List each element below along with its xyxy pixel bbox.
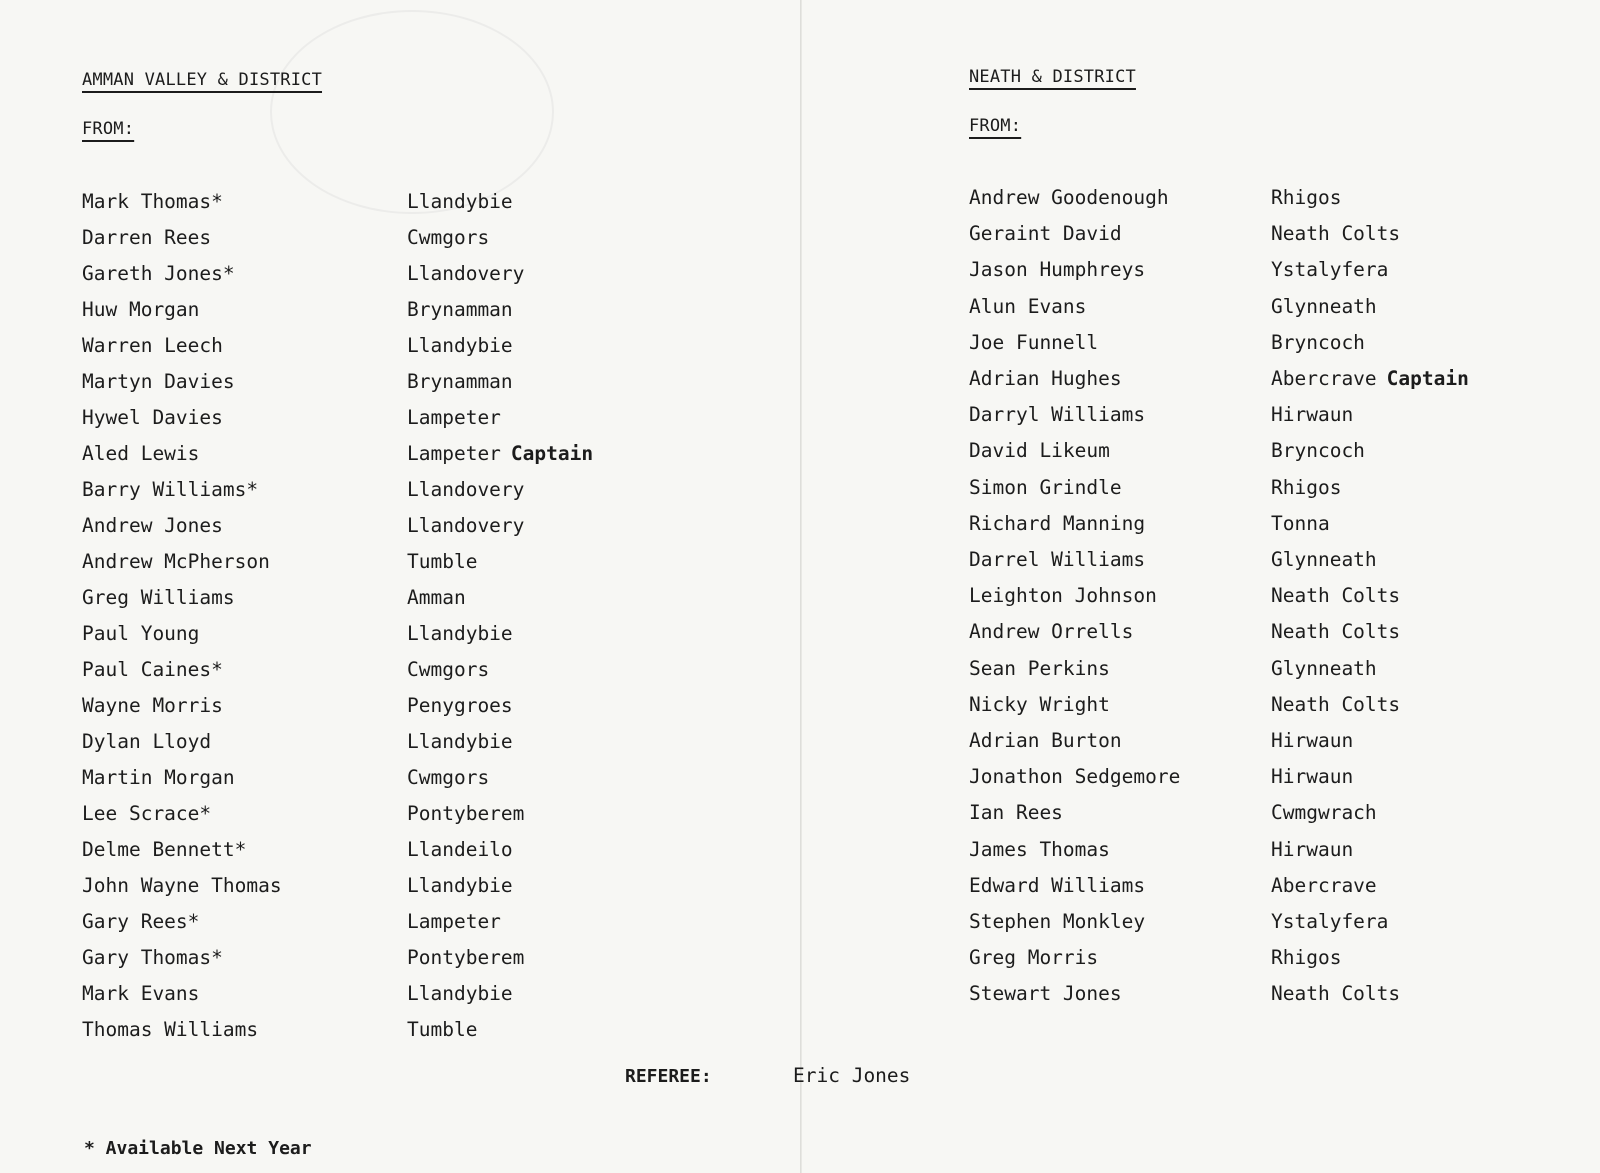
player-name: Ian Rees [969,801,1063,825]
captain-marker: Captain [1386,367,1469,390]
footnote: * Available Next Year [84,1138,312,1159]
player-club [407,1017,477,1043]
club-name: Llandybie [407,334,513,357]
player-club [407,657,489,683]
club-name: Llandybie [407,622,513,645]
club-name: Abercrave [1271,367,1377,390]
player-name: Andrew Orrells [969,620,1134,644]
player-name: Leighton Johnson [969,584,1157,608]
player-club [407,801,524,827]
player-club [407,297,513,323]
player-club [407,873,513,899]
player-name: Joe Funnell [969,330,1099,354]
club-name: Rhigos [1271,946,1342,970]
player-club [407,225,489,251]
club-name: Ystalyfera [1271,258,1389,282]
player-name: Nicky Wright [969,692,1110,716]
player-name: Jonathon Sedgemore [969,765,1181,789]
player-name: Simon Grindle [969,475,1122,499]
club-name: Bryncoch [1271,330,1365,354]
club-name: Rhigos [1271,475,1342,499]
club-name: Neath Colts [1271,222,1401,246]
player-club [1271,656,1377,682]
club-name: Glynneath [1271,548,1377,571]
club-name: Lampeter [407,442,501,465]
referee-name: Eric Jones [793,1064,911,1087]
club-name: Brynamman [407,298,513,321]
player-name: Mark Evans [82,982,200,1005]
club-name: Llandovery [407,262,525,285]
player-club [1271,800,1377,826]
player-club [407,837,513,863]
player-name: Paul Young [82,622,200,645]
player-club [407,513,524,539]
club-name: Pontyberem [407,946,525,969]
club-name: Tumble [407,550,478,573]
player-club [407,909,501,935]
player-name: Gareth Jones* [82,262,235,285]
player-club [1271,692,1400,718]
player-club [1271,981,1400,1007]
player-name: Barry Williams* [82,478,259,501]
player-name: Stewart Jones [969,982,1122,1006]
player-name: Darren Rees [82,226,212,249]
club-name: Llandybie [407,730,513,753]
player-name: Alun Evans [969,294,1087,318]
club-name: Ystalyfera [1271,910,1389,933]
club-name: Neath Colts [1271,982,1401,1006]
club-name: Llandovery [407,514,525,537]
club-name: Hirwaun [1271,765,1354,789]
player-club [1271,619,1400,645]
team-heading: AMMAN VALLEY & DISTRICT [82,70,323,90]
player-name: Dylan Lloyd [82,730,212,753]
player-name: Darrel Williams [969,548,1146,571]
player-name: Andrew McPherson [82,550,270,573]
player-club [407,729,513,755]
club-name: Bryncoch [1271,439,1365,463]
club-name: Cwmgors [407,226,490,249]
club-name: Hirwaun [1271,403,1354,427]
club-name: Glynneath [1271,294,1377,318]
player-club [1271,402,1353,428]
player-club [1271,873,1377,899]
player-club [407,945,524,971]
player-club [407,333,513,359]
player-club [1271,945,1341,971]
faded-stamp [270,10,554,214]
player-name: Gary Thomas* [82,946,223,969]
club-name: Neath Colts [1271,584,1401,608]
from-label: FROM: [82,119,135,139]
club-name: Brynamman [407,370,513,393]
player-club [407,765,489,791]
player-name: Sean Perkins [969,656,1110,680]
team-heading: NEATH & DISTRICT [969,67,1136,87]
player-name: Huw Morgan [82,298,200,321]
player-club [407,405,501,431]
club-name: Cwmgors [407,766,490,789]
club-name: Rhigos [1271,186,1342,209]
player-name: Adrian Burton [969,729,1122,752]
referee-label: REFEREE: [625,1066,712,1087]
club-name: Lampeter [407,910,501,933]
club-name: Llandovery [407,478,525,501]
player-name: Darryl Williams [969,403,1146,427]
club-name: Amman [407,586,466,609]
player-name: Adrian Hughes [969,367,1122,390]
player-club [1271,764,1353,790]
club-name: Pontyberem [407,802,525,825]
club-name: Tonna [1271,511,1330,535]
player-club [1271,185,1341,211]
player-name: Warren Leech [82,334,223,357]
club-name: Neath Colts [1271,620,1401,644]
player-name: Thomas Williams [82,1018,259,1041]
player-name: Delme Bennett* [82,838,247,861]
player-club [1271,909,1388,935]
player-name: Paul Caines* [82,658,223,681]
club-name: Hirwaun [1271,729,1354,752]
from-label: FROM: [969,116,1022,136]
player-club [407,585,466,611]
club-name: Abercrave [1271,873,1377,897]
player-club [1271,257,1388,283]
player-name: Richard Manning [969,511,1146,535]
player-name: Jason Humphreys [969,258,1146,282]
player-name: Greg Morris [969,946,1099,970]
player-name: Andrew Jones [82,514,223,537]
player-name: Wayne Morris [82,694,223,717]
player-club [1271,475,1341,501]
player-club [407,441,593,467]
club-name: Neath Colts [1271,692,1401,716]
player-name: Geraint David [969,222,1122,246]
player-club [407,477,524,503]
club-name: Glynneath [1271,656,1377,680]
player-club [1271,728,1353,754]
player-name: Mark Thomas* [82,190,223,213]
club-name: Llandybie [407,190,513,213]
player-name: Aled Lewis [82,442,200,465]
player-name: Greg Williams [82,586,235,609]
player-name: Martin Morgan [82,766,235,789]
player-club [407,369,513,395]
club-name: Hirwaun [1271,837,1354,861]
player-name: Andrew Goodenough [969,186,1169,209]
club-name: Penygroes [407,694,513,717]
player-name: Gary Rees* [82,910,200,933]
player-club [1271,294,1377,320]
player-club [407,549,477,575]
club-name: Llandeilo [407,838,513,861]
captain-marker: Captain [510,442,594,465]
player-name: Martyn Davies [82,370,235,393]
club-name: Tumble [407,1018,478,1041]
player-name: Stephen Monkley [969,910,1146,933]
player-club [1271,438,1365,464]
player-club [407,261,524,287]
club-name: Llandybie [407,874,513,897]
player-club [1271,547,1377,573]
player-club [407,189,513,215]
player-club [1271,511,1330,537]
club-name: Cwmgors [407,658,490,681]
player-name: Edward Williams [969,873,1146,897]
player-name: John Wayne Thomas [82,874,282,897]
player-club [1271,837,1353,863]
player-club [407,693,513,719]
player-club [407,981,513,1007]
player-club [1271,366,1469,392]
club-name: Llandybie [407,982,513,1005]
player-name: Lee Scrace* [82,802,212,825]
club-name: Lampeter [407,406,501,429]
club-name: Cwmgwrach [1271,801,1377,825]
player-club [407,621,513,647]
player-club [1271,583,1400,609]
player-name: Hywel Davies [82,406,223,429]
player-name: James Thomas [969,837,1110,861]
player-club [1271,330,1365,356]
player-name: David Likeum [969,439,1110,463]
player-club [1271,221,1400,247]
page-fold [800,0,802,1173]
